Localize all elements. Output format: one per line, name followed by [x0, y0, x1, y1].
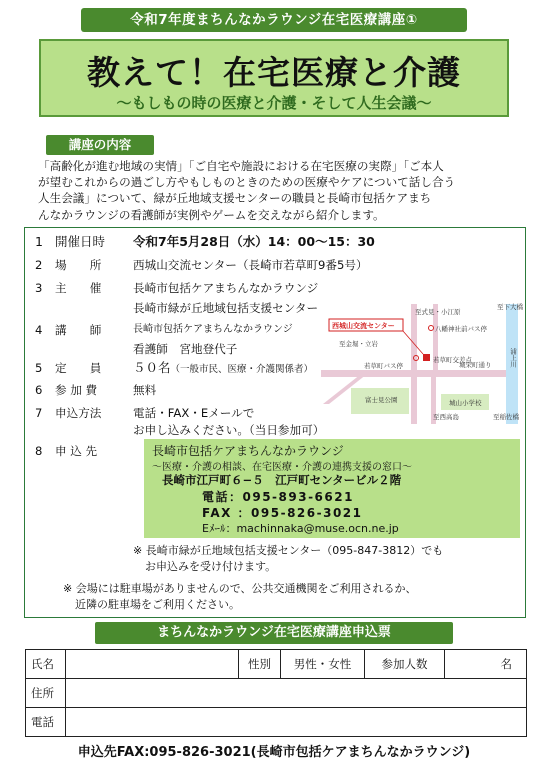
- date-value: 令和7年5月28日（水）14：00〜15：30: [133, 234, 375, 249]
- row-label: 開催日時: [55, 234, 106, 249]
- map-label: 富士見公園: [365, 396, 398, 404]
- name-field[interactable]: [66, 650, 239, 679]
- row-num: 7: [35, 406, 43, 420]
- form-row-address: [26, 679, 527, 708]
- map-label: 至金堀・立岩: [339, 340, 378, 348]
- row-label: 申 込 先: [55, 444, 98, 458]
- map-label: 至式見・小江原: [415, 308, 461, 316]
- title-box: [39, 39, 509, 117]
- contact-email: Eﾒｰﾙ：machinnaka@muse.ocn.ne.jp: [202, 522, 399, 535]
- note-support-center: [133, 543, 523, 577]
- form-row-name: [26, 650, 527, 679]
- application-form: [25, 649, 527, 737]
- row-num: 2: [35, 258, 43, 272]
- note-line: ※ 会場には駐車場がありませんので、公共交通機関をご利用されるか、: [63, 582, 417, 595]
- row-capacity: [35, 360, 335, 376]
- intro-text: [38, 158, 513, 223]
- row-date: [35, 234, 515, 250]
- note-line: 近隣の駐車場をご利用ください。: [75, 598, 240, 611]
- address-field[interactable]: [66, 679, 527, 708]
- intro-line: 「高齢化が進む地域の実情」「ご自宅や施設における在宅医療の実際」「ご本人: [38, 159, 444, 173]
- contact-tel: 電話：095-893-6621: [202, 490, 354, 504]
- note-line: お申込みを受け付けます。: [145, 560, 277, 573]
- venue-value: 西城山交流センター（長崎市若草町9番5号）: [133, 258, 368, 272]
- row-num: 5: [35, 361, 43, 375]
- row-venue: [35, 257, 515, 273]
- sub-title: 〜もしもの時の医療と介護・そして人生会議〜: [116, 94, 432, 112]
- map-label: 若草町交差点: [433, 356, 472, 364]
- row-label: 場 所: [55, 258, 102, 272]
- phone-label: 電話: [26, 708, 66, 737]
- row-num: 6: [35, 383, 43, 397]
- contact-box: [144, 439, 520, 538]
- row-fee: [35, 382, 335, 398]
- host-value: 長崎市包括ケアまちんなかラウンジ: [133, 281, 319, 295]
- map-label: 城栄町通り: [459, 361, 492, 369]
- lecturer-value: 看護師 宮地登代子: [133, 342, 238, 356]
- road-main: [321, 370, 517, 377]
- map-label: 八幡神社前バス停: [435, 325, 487, 333]
- row-num: 3: [35, 281, 43, 295]
- intro-line: んなかラウンジの看護師が実例やゲームを交えながら紹介します。: [38, 207, 385, 222]
- bus-stop-yahata: [429, 326, 434, 331]
- contact-org-sub: 〜医療・介護の相談、在宅医療・介護の連携支援の窓口〜: [152, 462, 412, 473]
- capacity-number: ５０名: [133, 360, 171, 375]
- intro-line: が望むこれからの過ごし方やもしものときのための医療やケアについて話し合う: [38, 175, 456, 190]
- map-label: 浦上川: [509, 348, 517, 368]
- note-line: ※ 長崎市緑が丘地域包括支援センター（095-847-3812）でも: [133, 544, 444, 557]
- gender-label: 性別: [239, 650, 281, 679]
- footer-fax: 申込先FAX:095-826-3021(長崎市包括ケアまちんなかラウンジ): [77, 745, 471, 760]
- row-num: 1: [35, 234, 43, 249]
- form-banner: まちんなかラウンジ在宅医療講座申込票: [95, 622, 453, 644]
- row-label: 参 加 費: [55, 383, 98, 397]
- row-apply-to: [35, 443, 135, 459]
- note-parking: [63, 581, 523, 615]
- phone-field[interactable]: [66, 708, 527, 737]
- name-label: 氏名: [26, 650, 66, 679]
- road-north-south: [411, 304, 417, 424]
- series-banner: 令和7年度まちんなかラウンジ在宅医療講座①: [81, 8, 467, 32]
- row-label: 講 師: [55, 323, 102, 337]
- gender-field[interactable]: 男性・女性: [281, 650, 365, 679]
- map-label: 至西高島: [433, 413, 459, 421]
- contact-org: 長崎市包括ケアまちんなかラウンジ: [152, 444, 344, 458]
- row-num: 4: [35, 323, 43, 337]
- row-num: 8: [35, 444, 43, 458]
- map-label: 至下大橋: [497, 303, 523, 311]
- venue-marker: [423, 354, 430, 361]
- venue-map: [321, 304, 523, 424]
- row-label: 主 催: [55, 281, 102, 295]
- host-value: 長崎市緑が丘地域包括支援センター: [133, 301, 319, 315]
- row-method: [35, 405, 335, 441]
- count-field[interactable]: 名: [445, 650, 527, 679]
- contact-address: 長崎市江戸町６−５ 江戸町センタービル２階: [162, 473, 402, 487]
- capacity-value: [133, 360, 313, 378]
- main-title: 教えて！在宅医療と介護: [87, 53, 461, 92]
- row-label: 定 員: [55, 361, 102, 375]
- count-label: 参加人数: [365, 650, 445, 679]
- address-label: 住所: [26, 679, 66, 708]
- intro-line: 人生会議」について、緑が丘地域支援センターの職員と長崎市包括ケアまち: [38, 191, 432, 206]
- map-venue-label: 西城山交流センター: [332, 322, 395, 330]
- contact-fax: FAX ：095-826-3021: [202, 506, 363, 520]
- row-label: 申込方法: [55, 406, 102, 420]
- fee-value: 無料: [133, 383, 157, 397]
- form-row-phone: [26, 708, 527, 737]
- details-box: [24, 227, 526, 618]
- lecturer-value: 長崎市包括ケアまちんなかラウンジ: [133, 324, 293, 335]
- method-value: お申し込みください。（当日参加可）: [133, 423, 325, 437]
- method-value: 電話・FAX・Eメールで: [133, 406, 255, 420]
- section-label-content: 講座の内容: [46, 135, 154, 155]
- map-label: 城山小学校: [449, 399, 482, 407]
- map-label: 至稲佐橋: [493, 413, 519, 421]
- capacity-note: （一般市民、医療・介護関係者）: [170, 364, 314, 375]
- map-label: 若草町バス停: [364, 362, 403, 370]
